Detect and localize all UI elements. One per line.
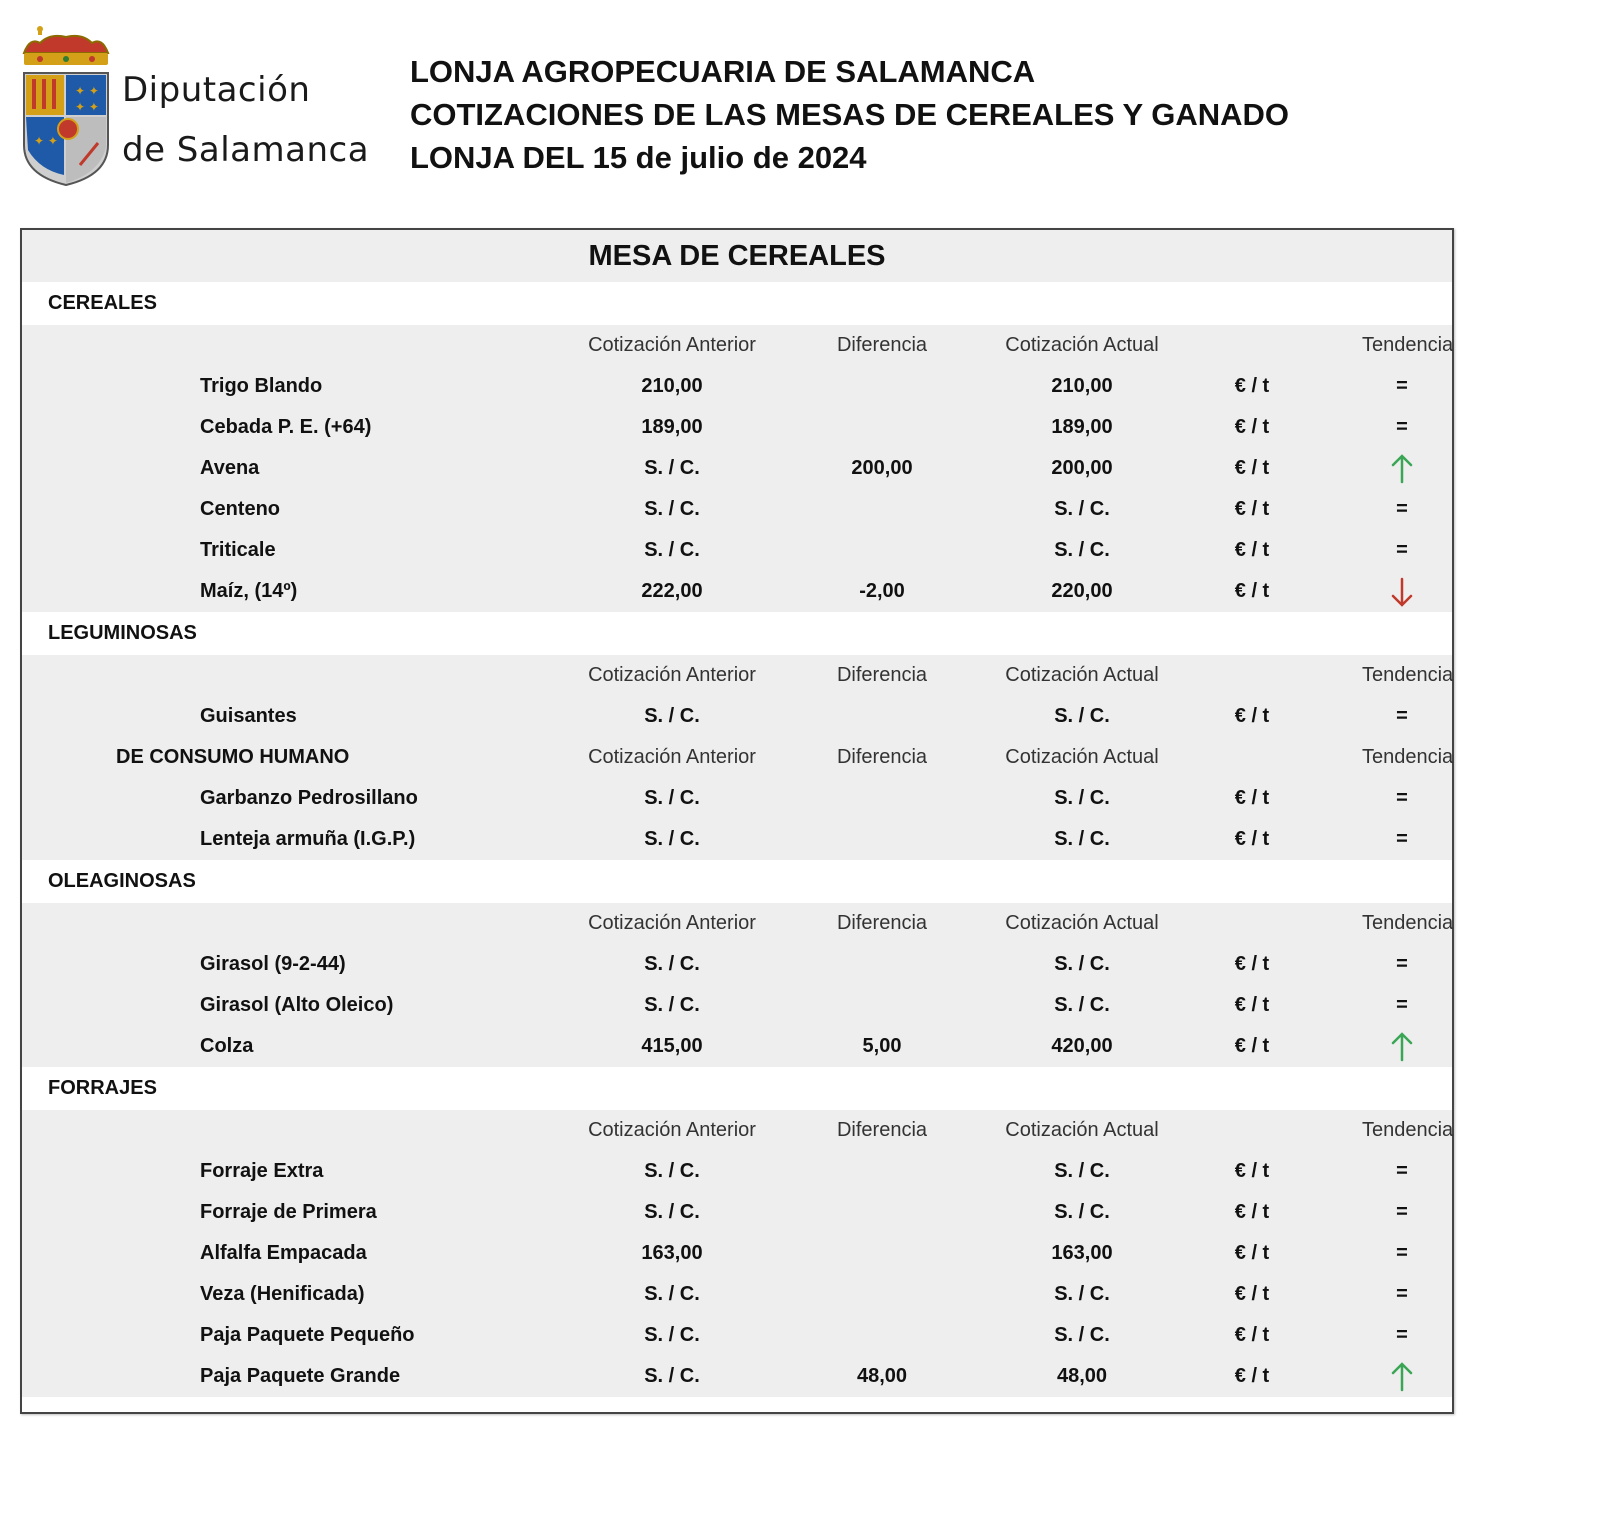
section-block [22,325,1452,612]
table-row [22,366,1452,407]
previous-price: S. / C. [644,1365,700,1387]
table-row [22,1356,1452,1397]
current-price: S. / C. [1054,705,1110,727]
product-name: Guisantes [200,705,297,727]
price-unit: € / t [1234,1035,1270,1057]
table-row [22,1274,1452,1315]
table-row [22,489,1452,530]
previous-price: S. / C. [644,539,700,561]
arrow-down-icon [1391,577,1413,607]
col-header-curr: Cotización Actual [1005,1119,1159,1141]
col-header-trend: Tendencia [1362,664,1454,686]
previous-price: S. / C. [644,953,700,975]
previous-price: S. / C. [644,994,700,1016]
arrow-up-icon [1391,1032,1413,1062]
price-unit: € / t [1234,1201,1270,1223]
product-name: Lenteja armuña (I.G.P.) [200,828,416,850]
price-unit: € / t [1234,787,1270,809]
col-header-trend: Tendencia [1362,912,1454,934]
title-line2: COTIZACIONES DE LAS MESAS DE CEREALES Y GANADO [410,97,1290,132]
logo-line2: de Salamanca [122,130,370,170]
col-header-prev: Cotización Anterior [588,664,756,686]
coat-of-arms-icon [20,25,116,190]
current-price: S. / C. [1054,1324,1110,1346]
current-price: 210,00 [1051,375,1113,397]
price-unit: € / t [1234,1324,1270,1346]
page-header [0,0,1600,225]
svg-text:✦ ✦: ✦ ✦ [34,134,58,148]
current-price: S. / C. [1054,1201,1110,1223]
table-row [22,1233,1452,1274]
previous-price: S. / C. [644,828,700,850]
section-block [22,903,1452,1067]
trend-indicator: = [1396,416,1408,438]
product-name: Maíz, (14º) [200,580,298,602]
trend-indicator [1362,1356,1442,1397]
trend-indicator: = [1396,1283,1408,1305]
trend-indicator: = [1396,1324,1408,1346]
trend-indicator: = [1396,994,1408,1016]
product-name: Alfalfa Empacada [200,1242,367,1264]
panel-title: MESA DE CEREALES [22,230,1452,282]
current-price: 220,00 [1051,580,1113,602]
price-unit: € / t [1234,457,1270,479]
column-header-row [22,655,1452,696]
table-row [22,696,1452,737]
previous-price: 222,00 [641,580,703,602]
trend-indicator: = [1396,539,1408,561]
col-header-curr: Cotización Actual [1005,664,1159,686]
current-price: S. / C. [1054,1283,1110,1305]
logo-line1: Diputación [122,70,311,110]
col-header-trend: Tendencia [1362,1119,1454,1141]
trend-indicator: = [1396,498,1408,520]
product-name: Avena [200,457,260,479]
current-price: S. / C. [1054,498,1110,520]
col-header-diff: Diferencia [836,746,928,768]
arrow-up-icon [1391,1362,1413,1392]
previous-price: S. / C. [644,457,700,479]
document-titles [410,50,1289,179]
current-price: 48,00 [1056,1365,1108,1387]
sections-container [22,282,1452,1397]
svg-text:✦ ✦: ✦ ✦ [75,100,99,114]
col-header-diff: Diferencia [836,912,928,934]
current-price: S. / C. [1054,994,1110,1016]
trend-indicator: = [1396,1160,1408,1182]
product-name: Forraje de Primera [200,1201,377,1223]
price-unit: € / t [1234,828,1270,850]
current-price: 420,00 [1051,1035,1113,1057]
column-header-row [22,1110,1452,1151]
price-unit: € / t [1234,953,1270,975]
previous-price: 210,00 [641,375,703,397]
table-row [22,944,1452,985]
table-row [22,778,1452,819]
trend-indicator: = [1396,1201,1408,1223]
previous-price: S. / C. [644,1160,700,1182]
diputacion-logo [20,25,370,195]
col-header-curr: Cotización Actual [1005,334,1159,356]
section-heading: LEGUMINOSAS [22,612,1452,655]
previous-price: S. / C. [644,498,700,520]
subheading: DE CONSUMO HUMANO [116,746,350,768]
trend-indicator: = [1396,787,1408,809]
price-unit: € / t [1234,994,1270,1016]
column-header-row [22,903,1452,944]
col-header-prev: Cotización Anterior [588,334,756,356]
previous-price: S. / C. [644,1201,700,1223]
col-header-diff: Diferencia [836,664,928,686]
price-difference: -2,00 [859,580,905,602]
col-header-diff: Diferencia [836,1119,928,1141]
title-line1: LONJA AGROPECUARIA DE SALAMANCA [410,54,1036,89]
title-line3: LONJA DEL 15 de julio de 2024 [410,140,867,175]
table-row [22,985,1452,1026]
col-header-curr: Cotización Actual [1005,912,1159,934]
trend-indicator: = [1396,828,1408,850]
trend-indicator [1362,1026,1442,1067]
svg-text:✦ ✦: ✦ ✦ [75,84,99,98]
current-price: S. / C. [1054,787,1110,809]
col-header-prev: Cotización Anterior [588,746,756,768]
product-name: Forraje Extra [200,1160,324,1182]
price-unit: € / t [1234,375,1270,397]
trend-indicator [1362,571,1442,612]
product-name: Garbanzo Pedrosillano [200,787,418,809]
col-header-curr: Cotización Actual [1005,746,1159,768]
product-name: Paja Paquete Grande [200,1365,401,1387]
current-price: S. / C. [1054,539,1110,561]
previous-price: S. / C. [644,1324,700,1346]
section-block [22,1110,1452,1397]
table-row [22,1151,1452,1192]
col-header-prev: Cotización Anterior [588,1119,756,1141]
price-unit: € / t [1234,539,1270,561]
product-name: Paja Paquete Pequeño [200,1324,415,1346]
previous-price: 189,00 [641,416,703,438]
col-header-diff: Diferencia [836,334,928,356]
table-row [22,1026,1452,1067]
table-row [22,1315,1452,1356]
price-unit: € / t [1234,705,1270,727]
section-heading: OLEAGINOSAS [22,860,1452,903]
current-price: S. / C. [1054,953,1110,975]
col-header-prev: Cotización Anterior [588,912,756,934]
product-name: Triticale [200,539,276,561]
col-header-trend: Tendencia [1362,334,1454,356]
table-row [22,530,1452,571]
previous-price: S. / C. [644,787,700,809]
product-name: Girasol (Alto Oleico) [200,994,394,1016]
current-price: S. / C. [1054,1160,1110,1182]
column-header-row [22,737,1452,778]
current-price: 163,00 [1051,1242,1113,1264]
section-block [22,655,1452,860]
current-price: 200,00 [1051,457,1113,479]
section-heading: FORRAJES [22,1067,1452,1110]
previous-price: S. / C. [644,1283,700,1305]
current-price: 189,00 [1051,416,1113,438]
mesa-de-cereales-panel [20,228,1454,1414]
product-name: Colza [200,1035,254,1057]
price-unit: € / t [1234,1283,1270,1305]
previous-price: 163,00 [641,1242,703,1264]
product-name: Trigo Blando [200,375,323,397]
product-name: Cebada P. E. (+64) [200,416,372,438]
table-row [22,407,1452,448]
previous-price: S. / C. [644,705,700,727]
table-row [22,819,1452,860]
price-difference: 48,00 [856,1365,908,1387]
table-row [22,448,1452,489]
trend-indicator: = [1396,1242,1408,1264]
product-name: Centeno [200,498,280,520]
price-unit: € / t [1234,1365,1270,1387]
column-header-row [22,325,1452,366]
price-unit: € / t [1234,580,1270,602]
arrow-up-icon [1391,454,1413,484]
price-difference: 5,00 [862,1035,902,1057]
previous-price: 415,00 [641,1035,703,1057]
trend-indicator: = [1396,375,1408,397]
current-price: S. / C. [1054,828,1110,850]
trend-indicator: = [1396,705,1408,727]
table-row [22,571,1452,612]
table-row [22,1192,1452,1233]
product-name: Veza (Henificada) [200,1283,365,1305]
section-heading: CEREALES [22,282,1452,325]
product-name: Girasol (9-2-44) [200,953,346,975]
price-unit: € / t [1234,416,1270,438]
trend-indicator: = [1396,953,1408,975]
col-header-trend: Tendencia [1362,746,1454,768]
trend-indicator [1362,448,1442,489]
price-unit: € / t [1234,1160,1270,1182]
price-unit: € / t [1234,498,1270,520]
price-difference: 200,00 [851,457,913,479]
price-unit: € / t [1234,1242,1270,1264]
